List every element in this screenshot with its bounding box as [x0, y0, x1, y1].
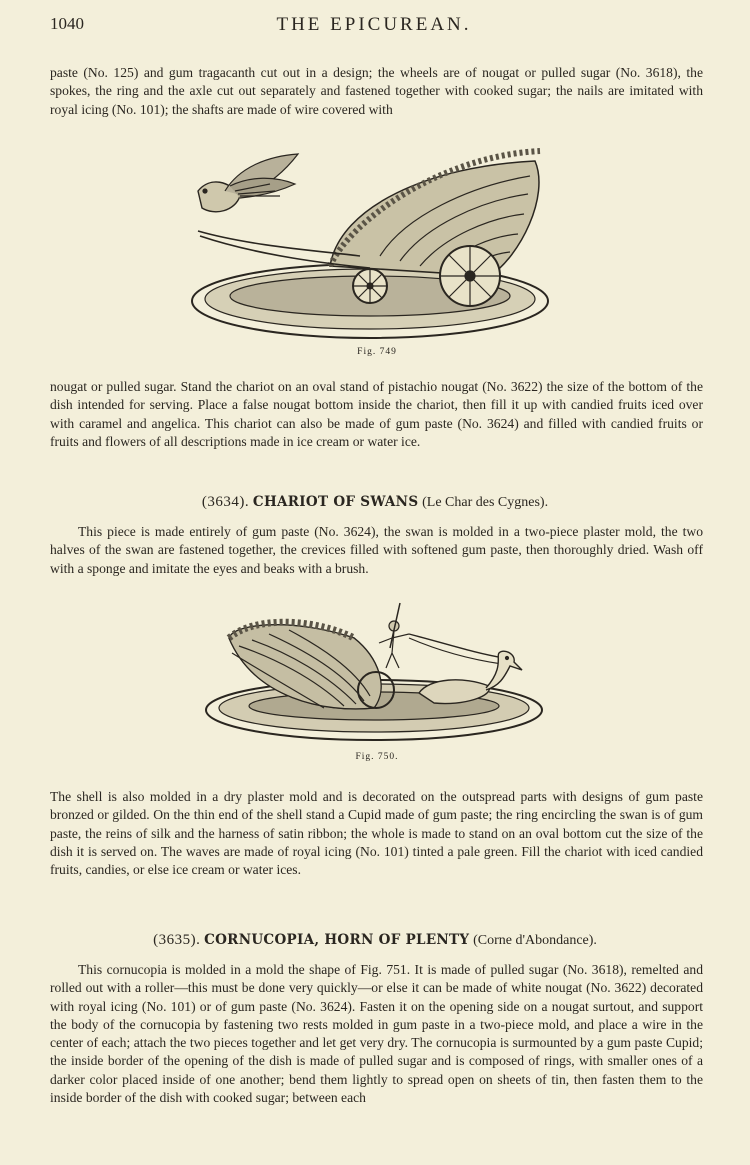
figure-750-illustration	[204, 598, 544, 750]
heading-3635-title: CORNUCOPIA, HORN OF PLENTY	[204, 932, 470, 948]
figure-749-illustration	[190, 136, 565, 346]
paragraph-chariot-stand: nougat or pulled sugar. Stand the chariot on an oval stand of pistachio nougat (No. 3622) the size of the bottom of the dish intended for serving. Place a false nougat bottom inside the chariot, then fill it up with candied fruits iced over with caramel and angelica. This chariot can also be made of gum paste (No. 3624) and filled with candied fruits or fruits and flowers of all descriptions made in ice cream or water ice.	[50, 379, 703, 449]
paragraph-chariot-of-swans: This piece is made entirely of gum paste (No. 3624), the swan is molded in a two-piece plaster mold, the two halves of the swan are fastened together, the crevices filled with softened gum paste, then thoroughly dried. Wash off with a sponge and imitate the eyes and beaks with a brush.	[50, 524, 703, 576]
paragraph-shell-description: The shell is also molded in a dry plaster mold and is decorated on the outspread parts with designs of gum paste bronzed or gilded. On the thin end of the shell stand a Cupid made of gum paste; the ring encircling the swan is of gum paste, the reins of silk and the harness of satin ribbon; the whole is made to stand on an oval bottom cut the size of the dish it is served on. The waves are made of royal icing (No. 101) tinted a pale green. Fill the chariot with iced candied fruits, candies, or else ice cream or water ices.	[50, 789, 703, 878]
running-title: THE EPICUREAN.	[276, 14, 472, 35]
heading-3635-subtitle: (Corne d'Abondance).	[473, 933, 597, 948]
heading-3634-number: (3634).	[201, 494, 250, 510]
figure-750-caption: Fig. 750.	[355, 752, 399, 762]
figure-749-caption: Fig. 749	[357, 347, 397, 357]
heading-3634-subtitle: (Le Char des Cygnes).	[422, 495, 549, 510]
heading-3634	[0, 494, 750, 511]
page-header	[50, 14, 698, 40]
heading-3635	[0, 932, 750, 949]
page-number: 1040	[50, 14, 84, 33]
paragraph-chariot-continued: paste (No. 125) and gum tragacanth cut out in a design; the wheels are of nougat or pulled sugar (No. 3618), the spokes, the ring and the axle cut out separately and fastened together with cooked sugar; the nails are imitated with royal icing (No. 101); the shafts are made of wire covered with	[50, 65, 703, 117]
heading-3635-number: (3635).	[153, 932, 201, 948]
heading-3634-title: CHARIOT OF SWANS	[252, 494, 419, 510]
paragraph-cornucopia: This cornucopia is molded in a mold the shape of Fig. 751. It is made of pulled sugar (No. 3618), remelted and rolled out with a roller—this must be done very quickly—or else it can be made of white nougat (No. 3622) decorated with royal icing (No. 101) or of gum paste (No. 3624). Fasten it on the opening side on a nougat surtout, and support the body of the cornucopia by fastening two rests molded in gum paste in a two-piece mold, and place a wire in the center of each; attach the two pieces together and let get very dry. The cornucopia is surmounted by a gum paste Cupid; the inside border of the opening of the dish is made of pulled sugar and is composed of rings, with smaller ones of a darker color placed inside of one another; bend them lightly to spread open on sheets of tin, then fasten them to the inside border of the dish with cooked sugar; between each	[50, 962, 703, 1106]
